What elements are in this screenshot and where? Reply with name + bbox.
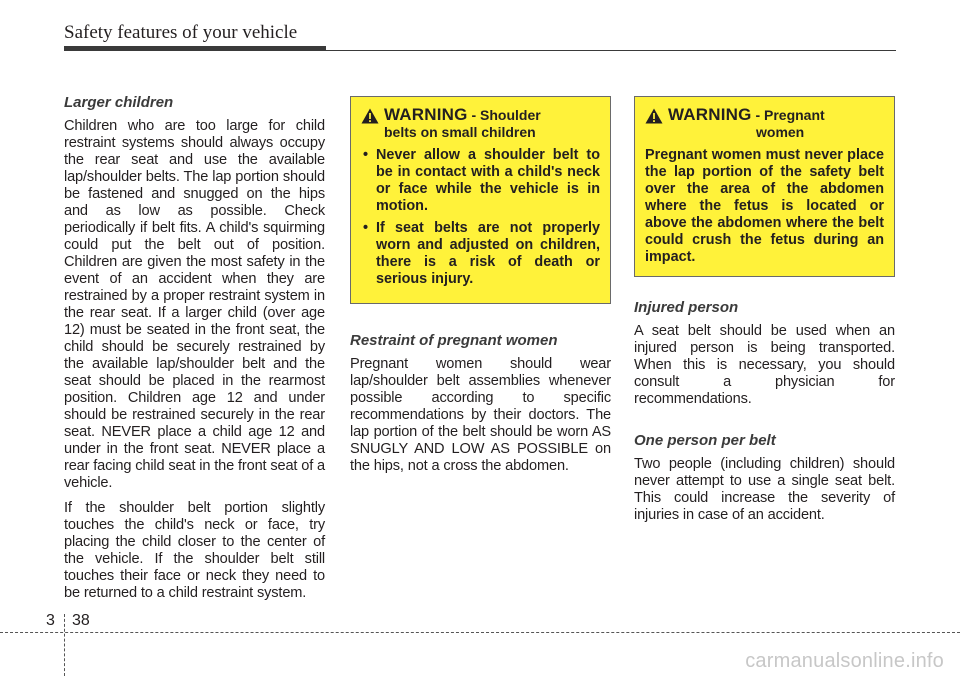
chapter-number: 3 bbox=[46, 612, 55, 629]
warning-title bbox=[668, 106, 825, 141]
paragraph-larger-children-1: Children who are too large for child restraint systems should always occupy the rear seat and use the available lap/shoulder belts. The lap portion should be fastened and snugged on the hips and as low as possible. Check periodically if belt fits. A child's squirming could put the belt out of position. Children are given the most safety in the event of an accident when they are restrained by a proper restraint system in the rear seat. If a larger child (over age 12) must be seated in the front seat, the child should be securely restrained by the available lap/shoulder belt and the seat should be placed in the rearmost position. Children age 12 and under should be restrained securely in the rear seat. NEVER place a child age 12 and under in the front seat. NEVER place a rear facing child seat in the front seat of a vehicle. bbox=[64, 118, 325, 491]
warning-title bbox=[384, 106, 541, 141]
warning-subtitle-line2: women bbox=[756, 124, 805, 140]
column-right bbox=[634, 96, 895, 532]
warning-word: WARNING bbox=[384, 105, 468, 124]
footer-dashed-rule bbox=[0, 632, 960, 633]
column-middle bbox=[350, 96, 611, 483]
header-bar bbox=[64, 46, 326, 51]
watermark-text: carmanualsonline.info bbox=[745, 650, 944, 672]
paragraph-larger-children-2: If the shoulder belt portion slightly touches the child's neck or face, try placing the child closer to the center of the vehicle. If the shoulder belt still touches their face or neck they need to be returned to a child restraint system. bbox=[64, 500, 325, 601]
footer-dashed-divider bbox=[64, 614, 65, 676]
heading-larger-children: Larger children bbox=[64, 94, 174, 111]
warning-subtitle-line2: belts on small children bbox=[384, 124, 536, 140]
header-rule bbox=[326, 50, 896, 51]
column-left bbox=[64, 94, 325, 610]
warning-triangle-icon bbox=[645, 108, 663, 124]
paragraph-one-person-per-belt: Two people (including children) should never attempt to use a single seat belt. This could increase the severity of injuries in case of an accident. bbox=[634, 456, 895, 523]
warning-header bbox=[645, 106, 884, 141]
warning-box-pregnant-women bbox=[634, 96, 895, 277]
warning-box-shoulder-belts bbox=[350, 96, 611, 304]
warning-bullet-list bbox=[361, 147, 600, 288]
page-number: 38 bbox=[72, 612, 90, 629]
heading-injured-person: Injured person bbox=[634, 299, 739, 316]
page-section-title: Safety features of your vehicle bbox=[64, 22, 298, 43]
heading-pregnant-women: Restraint of pregnant women bbox=[350, 332, 558, 349]
warning-triangle-icon bbox=[361, 108, 379, 124]
heading-one-person-per-belt: One person per belt bbox=[634, 432, 776, 449]
warning-bullet: • Never allow a shoulder belt to be in contact with a child's neck or face while the vehicle is in motion. bbox=[361, 147, 600, 215]
warning-word: WARNING bbox=[668, 105, 752, 124]
warning-bullet: • If seat belts are not properly worn and adjusted on children, there is a risk of death or serious injury. bbox=[361, 220, 600, 288]
warning-subtitle-line1: - Shoulder bbox=[471, 107, 541, 123]
warning-body-text: Pregnant women must never place the lap portion of the safety belt over the area of the abdomen where the fetus is located or above the abdomen where the belt could crush the fetus during an impact. bbox=[645, 147, 884, 265]
paragraph-injured-person: A seat belt should be used when an injured person is being transported. When this is necessary, you should consult a physician for recommendations. bbox=[634, 323, 895, 407]
warning-subtitle-line1: - Pregnant bbox=[755, 107, 825, 123]
warning-header bbox=[361, 106, 600, 141]
paragraph-pregnant-women: Pregnant women should wear lap/shoulder belt assemblies whenever possible according to specific recommendations by their doctors. The lap portion of the belt should be worn AS SNUGLY AND LOW AS POSSIBLE on the hips, not a cross the abdomen. bbox=[350, 356, 611, 474]
